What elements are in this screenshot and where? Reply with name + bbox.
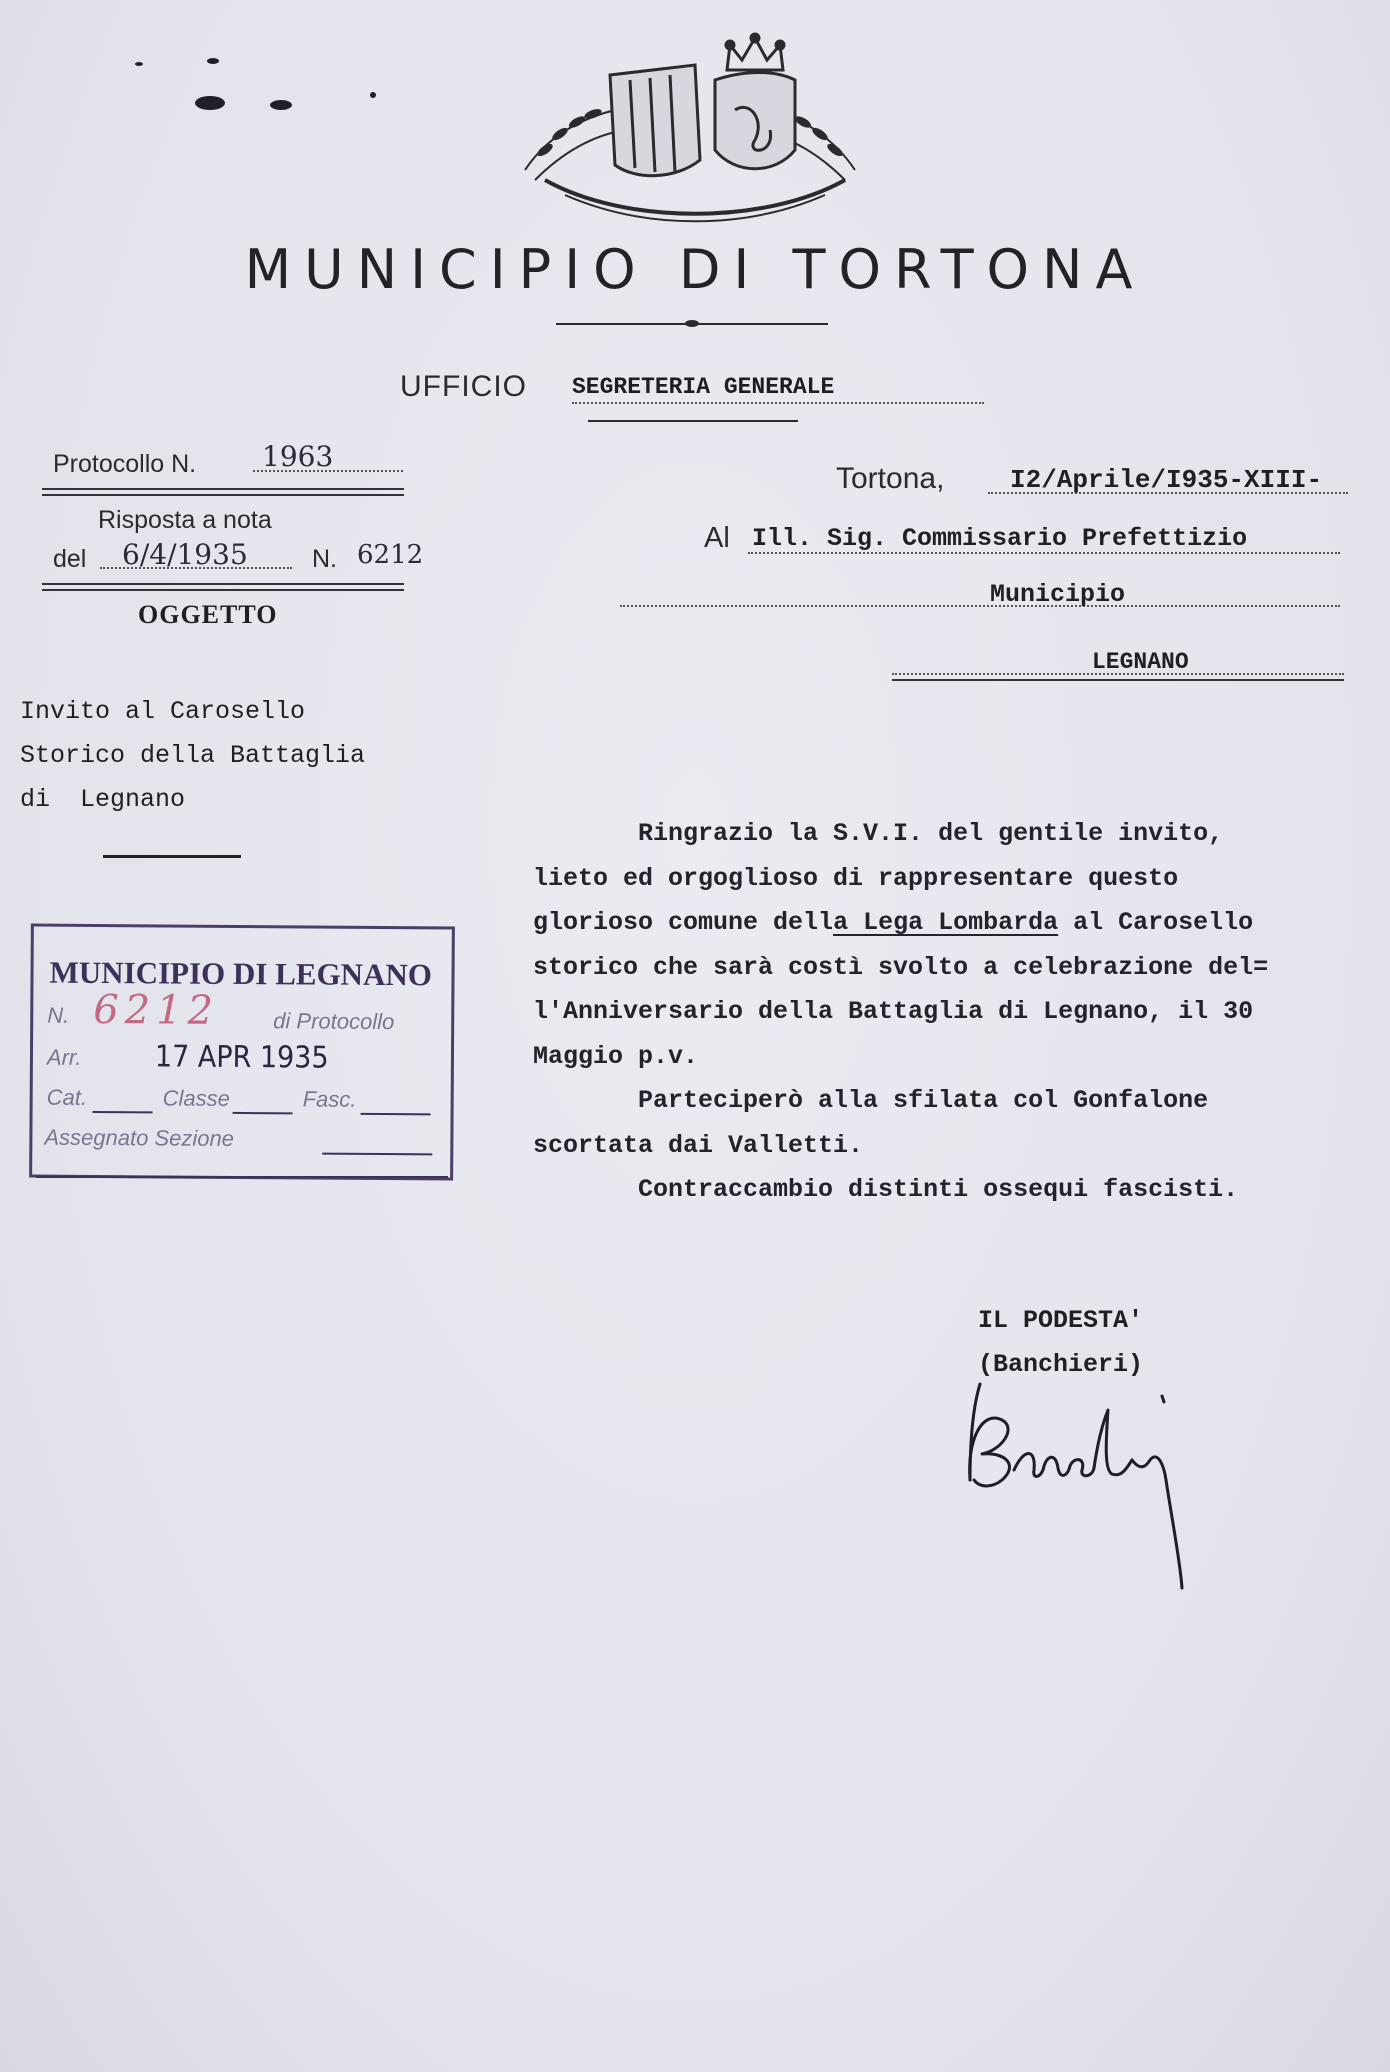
- stamp-line: [233, 1112, 293, 1114]
- divider-line: [42, 583, 404, 585]
- stamp-protocollo-label: di Protocollo: [273, 1008, 395, 1035]
- coat-of-arms-icon: [505, 30, 885, 225]
- ink-spot: [370, 92, 376, 98]
- signatory-title: IL PODESTA': [978, 1306, 1144, 1335]
- risposta-label: Risposta a nota: [98, 506, 272, 534]
- ufficio-label: UFFICIO: [400, 370, 527, 403]
- title-ornament-dot: [685, 320, 699, 327]
- underlined-text: a Lega Lombarda: [833, 908, 1059, 937]
- address-dots: [620, 605, 1340, 607]
- del-value: 6/4/1935: [122, 538, 248, 571]
- del-label: del: [53, 545, 87, 573]
- ink-spot: [135, 62, 143, 66]
- handwritten-signature-icon: [952, 1370, 1232, 1600]
- body-line: storico che sarà costì svolto a celebrazione del=: [533, 952, 1269, 982]
- subject-line: Invito al Carosello: [20, 697, 306, 726]
- subject-text: [20, 690, 365, 822]
- body-line: Parteciperò alla sfilata col Gonfalone: [533, 1086, 1209, 1115]
- body-line: Contraccambio distinti ossequi fascisti.: [533, 1175, 1239, 1204]
- nota-n-value: 6212: [357, 540, 424, 570]
- letterhead-title: MUNICIPIO DI TORTONA: [244, 238, 1146, 301]
- stamp-title: MUNICIPIO DI LEGNANO: [49, 954, 433, 993]
- protocollo-label: Protocollo N.: [53, 450, 197, 478]
- ufficio-ornament: [588, 420, 798, 422]
- subject-line: Storico della Battaglia: [20, 741, 366, 770]
- stamp-n-label: N.: [47, 1002, 70, 1028]
- body-line: scortata dai Valletti.: [533, 1130, 864, 1160]
- stamp-classe-label: Classe: [162, 1085, 231, 1111]
- stamp-arrivo-label: Arr.: [46, 1044, 82, 1070]
- letter-body: [533, 812, 1268, 1213]
- place-label: Tortona,: [836, 462, 945, 495]
- stamp-fasc-label: Fasc.: [302, 1086, 357, 1112]
- stamp-shadow-line: [36, 1176, 448, 1178]
- ink-spot: [270, 100, 292, 110]
- body-line: lieto ed orgoglioso di rappresentare questo: [533, 863, 1179, 893]
- oggetto-label: OGGETTO: [138, 600, 278, 629]
- address-rule: [892, 679, 1344, 681]
- stamp-date: 17 APR 1935: [154, 1039, 329, 1076]
- body-line: l'Anniversario della Battaglia di Legnano, il 30: [533, 997, 1254, 1026]
- recipient-line-1: Ill. Sig. Commissario Prefettizio: [752, 524, 1248, 553]
- stamp-assegnato-label: Assegnato Sezione: [44, 1124, 235, 1151]
- letter-date: I2/Aprile/I935-XIII-: [1010, 465, 1323, 495]
- stamp-line: [93, 1111, 153, 1113]
- subject-rule: [103, 855, 241, 858]
- signatory-name: (Banchieri): [978, 1350, 1144, 1379]
- ink-spot: [195, 96, 225, 110]
- stamp-line: [361, 1113, 431, 1115]
- ink-spot: [207, 58, 219, 64]
- al-label: Al: [704, 522, 730, 554]
- stamp-cat-label: Cat.: [46, 1084, 88, 1110]
- stamp-number: 6212: [93, 986, 220, 1034]
- protocollo-number: 1963: [262, 440, 334, 473]
- ufficio-value: SEGRETERIA GENERALE: [572, 374, 984, 404]
- recipient-line-2: Municipio: [990, 580, 1126, 609]
- subject-line: di Legnano: [20, 785, 186, 814]
- nota-n-label: N.: [312, 545, 337, 573]
- recipient-line-3: LEGNANO: [1092, 649, 1189, 675]
- body-line: Maggio p.v.: [533, 1041, 699, 1071]
- divider-line: [42, 589, 404, 591]
- body-line: glorioso comune della Lega Lombarda al Carosello: [533, 908, 1254, 937]
- stamp-line: [322, 1153, 432, 1156]
- divider-line: [42, 494, 404, 496]
- received-stamp: [29, 924, 455, 1181]
- body-line: Ringrazio la S.V.I. del gentile invito,: [533, 819, 1224, 848]
- divider-line: [42, 488, 404, 490]
